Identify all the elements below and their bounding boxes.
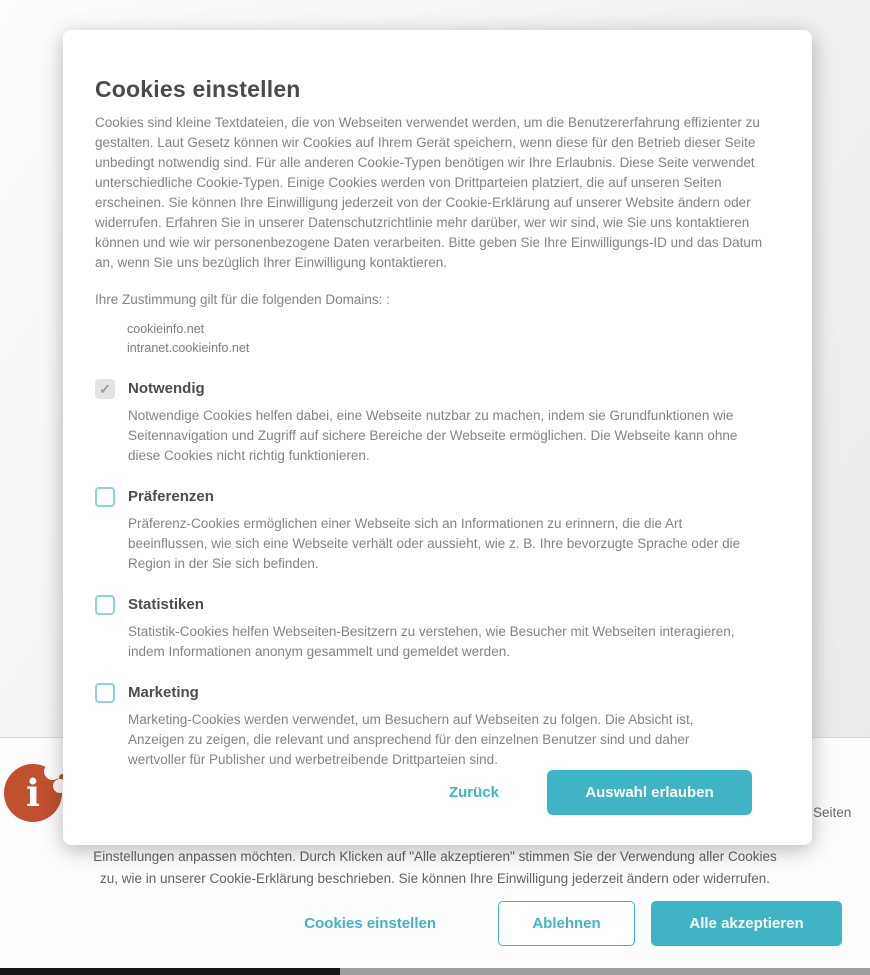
bottom-scrollbar-thumb[interactable] — [0, 968, 340, 975]
accept-all-button[interactable]: Alle akzeptieren — [651, 901, 842, 946]
marketing-label[interactable]: Marketing — [128, 684, 199, 701]
banner-description — [0, 846, 870, 890]
banner-text-fragment: Seiten — [813, 805, 852, 820]
statistics-description: Statistik-Cookies helfen Webseiten-Besitzern zu verstehen, wie Besucher mit Webseiten interagieren, indem Informationen anonym gesammelt und gemeldet werden. — [128, 624, 735, 659]
necessary-description: Notwendige Cookies helfen dabei, eine Webseite nutzbar zu machen, indem sie Grundfunktionen wie Seitennavigation und Zugriff auf sichere Bereiche der Webseite ermöglichen. Die Webseite kann ohne diese Cookies nicht richtig funktionieren. — [128, 408, 738, 463]
statistics-label[interactable]: Statistiken — [128, 596, 204, 613]
banner-button-row — [304, 901, 842, 946]
domain-item: cookieinfo.net — [127, 322, 205, 336]
marketing-description: Marketing-Cookies werden verwendet, um Besuchern auf Webseiten zu folgen. Die Absicht ist, Anzeigen zu zeigen, die relevant und ansprechend für den einzelnen Benutzer sind und daher wertvoller für Publisher und werbetreibende Drittparteien sind. — [128, 712, 694, 767]
allow-selection-button[interactable]: Auswahl erlauben — [547, 770, 752, 815]
category-necessary — [95, 379, 776, 466]
preferences-checkbox[interactable] — [95, 487, 115, 507]
banner-description-line2: zu, wie in unserer Cookie-Erklärung beschrieben. Sie können Ihre Einwilligung jederzeit ändern oder widerrufen. — [99, 871, 771, 886]
domains-label: Ihre Zustimmung gilt für die folgenden Domains: : — [95, 292, 390, 307]
dialog-footer — [449, 770, 752, 815]
necessary-checkbox — [95, 379, 115, 399]
preferences-description: Präferenz-Cookies ermöglichen einer Webseite sich an Informationen zu erinnern, die die Art beeinflussen, wie sich eine Webseite verhält oder aussieht, wie z. B. Ihre bevorzugte Sprache oder die Region in der Sie sich befinden. — [128, 516, 741, 571]
decline-button[interactable]: Ablehnen — [498, 901, 635, 946]
preferences-label[interactable]: Präferenzen — [128, 488, 214, 505]
domain-item: intranet.cookieinfo.net — [127, 341, 250, 355]
statistics-checkbox[interactable] — [95, 595, 115, 615]
dialog-title: Cookies einstellen — [95, 76, 301, 102]
category-preferences — [95, 487, 776, 574]
category-marketing — [95, 683, 776, 770]
info-icon: i — [25, 771, 41, 815]
domains-list — [127, 320, 776, 358]
bottom-scrollbar[interactable] — [0, 968, 870, 975]
cookiebot-logo — [4, 764, 64, 824]
cookie-settings-dialog — [63, 30, 812, 845]
necessary-label: Notwendig — [128, 380, 205, 397]
banner-description-line1: Einstellungen anpassen möchten. Durch Klicken auf "Alle akzeptieren" stimmen Sie der Verwendung aller Cookies — [93, 849, 777, 864]
category-statistics — [95, 595, 776, 662]
cookie-settings-link[interactable]: Cookies einstellen — [304, 915, 436, 932]
back-link[interactable]: Zurück — [448, 784, 499, 801]
marketing-checkbox[interactable] — [95, 683, 115, 703]
dialog-intro-text: Cookies sind kleine Textdateien, die von Webseiten verwendet werden, um die Benutzererfahrung effizienter zu gestalten. Laut Gesetz können wir Cookies auf Ihrem Gerät speichern, wenn diese für den Betrieb dieser Seite unbedingt notwendig sind. Für alle anderen Cookie-Typen benötigen wir Ihre Erlaubnis. Diese Seite verwendet unterschiedliche Cookie-Typen. Einige Cookies werden von Drittparteien platziert, die auf unseren Seiten erscheinen. Sie können Ihre Einwilligung jederzeit von der Cookie-Erklärung auf unserer Website ändern oder widerrufen. Erfahren Sie in unserer Datenschutzrichtlinie mehr darüber, wer wir sind, wie Sie uns kontaktieren können und wie wir personenbezogene Daten verarbeiten. Bitte geben Sie Ihre Einwilligungs-ID und das Datum an, wenn Sie uns bezüglich Ihrer Einwilligung kontaktieren. — [95, 115, 763, 270]
